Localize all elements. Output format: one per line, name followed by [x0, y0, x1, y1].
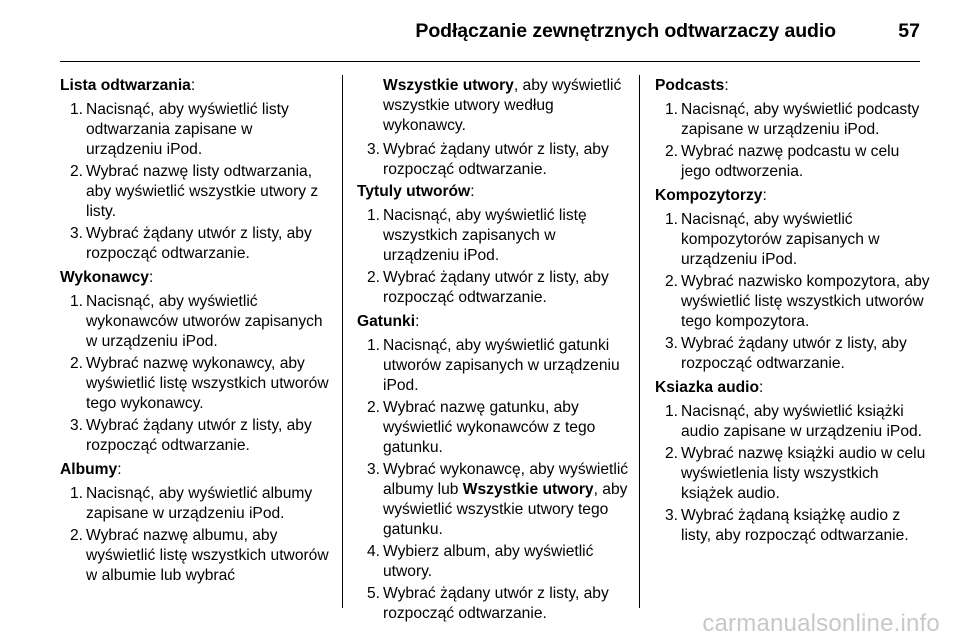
column-right — [655, 76, 930, 548]
step-text: Wybrać nazwę albumu, aby wyświetlić listę wszystkich utworów w albumie lub wybrać — [86, 527, 329, 584]
step-text: Nacisnąć, aby wyświetlić albumy zapisane w urządzeniu iPod. — [86, 485, 313, 522]
step-text: Wybrać żądany utwór z listy, aby rozpocząć odtwarzanie. — [86, 417, 312, 454]
body-text: , aby wyświetlić wszystkie utwory według wykonawcy. — [383, 77, 622, 134]
step-number: 2. — [665, 273, 679, 290]
step-number: 3. — [665, 335, 679, 352]
step-number: 3. — [367, 141, 381, 158]
step-number: 1. — [665, 211, 679, 228]
list-item — [60, 162, 330, 222]
list-item — [655, 142, 930, 182]
section-heading — [357, 182, 629, 202]
list-item — [655, 210, 930, 270]
step-number: 2. — [367, 399, 381, 416]
section-heading — [655, 186, 930, 206]
list-item — [655, 444, 930, 504]
heading-colon: : — [190, 77, 196, 94]
list-item — [357, 206, 629, 266]
section-heading-text: Wykonawcy — [60, 269, 149, 286]
step-number: 1. — [70, 485, 84, 502]
step-number: 1. — [70, 293, 84, 310]
heading-colon: : — [759, 379, 764, 396]
section-heading-text: Podcasts — [655, 77, 725, 94]
step-text: Nacisnąć, aby wyświetlić kompozytorów zapisanych w urządzeniu iPod. — [681, 211, 880, 268]
list-item — [655, 506, 930, 546]
list-item — [60, 354, 330, 414]
heading-colon: : — [762, 187, 767, 204]
list-item — [60, 100, 330, 160]
list-item — [655, 402, 930, 442]
step-list — [60, 484, 330, 586]
heading-colon: : — [724, 77, 729, 94]
list-item — [60, 292, 330, 352]
step-number: 1. — [367, 337, 381, 354]
step-text: Wybrać nazwę wykonawcy, aby wyświetlić listę wszystkich utworów tego wykonawcy. — [86, 355, 329, 412]
column-divider — [639, 75, 640, 608]
step-number: 2. — [70, 527, 84, 544]
step-list — [357, 140, 629, 180]
step-text: , aby wyświetlić wszystkie utwory tego gatunku. — [383, 481, 628, 538]
step-text: Wybrać nazwę listy odtwarzania, aby wyświetlić wszystkie utwory z listy. — [86, 163, 319, 220]
step-number: 3. — [665, 507, 679, 524]
step-number: 2. — [665, 445, 679, 462]
section-heading — [357, 312, 629, 332]
step-text: Wybrać żądany utwór z listy, aby rozpocząć odtwarzanie. — [383, 585, 609, 622]
section-heading-text: Ksiazka audio — [655, 379, 759, 396]
step-text: Wybrać nazwę podcastu w celu jego odtworzenia. — [681, 143, 900, 180]
step-list — [655, 402, 930, 546]
column-divider — [342, 75, 343, 608]
list-item — [357, 336, 629, 396]
albums-continuation — [357, 76, 629, 136]
watermark: carmanualsonline.info — [702, 610, 940, 637]
section-titles — [357, 182, 629, 308]
section-albums — [60, 460, 330, 586]
step-number: 3. — [70, 225, 84, 242]
step-text: Wybrać nazwę książki audio w celu wyświetlenia listy wszystkich książek audio. — [681, 445, 926, 502]
list-item — [60, 224, 330, 264]
step-list — [60, 100, 330, 264]
step-text: Nacisnąć, aby wyświetlić podcasty zapisane w urządzeniu iPod. — [681, 101, 920, 138]
step-list — [655, 210, 930, 374]
step-number: 5. — [367, 585, 381, 602]
section-heading-text: Tytuly utworów — [357, 183, 471, 200]
list-item — [357, 584, 629, 624]
section-heading — [655, 378, 930, 398]
heading-colon: : — [148, 269, 154, 286]
step-text: Wybrać żądany utwór z listy, aby rozpocząć odtwarzanie. — [86, 225, 312, 262]
section-audiobooks — [655, 378, 930, 546]
step-number: 3. — [367, 461, 381, 478]
page-header — [60, 0, 920, 62]
step-list — [655, 100, 930, 182]
step-number: 1. — [665, 101, 679, 118]
section-heading-text: Gatunki — [357, 313, 416, 330]
list-item — [655, 100, 930, 140]
list-item — [60, 416, 330, 456]
section-heading — [60, 76, 330, 96]
section-genres — [357, 312, 629, 624]
step-text: Wybierz album, aby wyświetlić utwory. — [383, 543, 594, 580]
page-number: 57 — [898, 20, 920, 42]
step-text: Wybrać żądaną książkę audio z listy, aby rozpocząć odtwarzanie. — [681, 507, 909, 544]
step-number: 2. — [70, 355, 84, 372]
list-item — [655, 272, 930, 332]
step-list — [60, 292, 330, 456]
section-playlist — [60, 76, 330, 264]
step-number: 4. — [367, 543, 381, 560]
step-list — [357, 336, 629, 624]
list-item — [357, 268, 629, 308]
step-text: Wybrać żądany utwór z listy, aby rozpocząć odtwarzanie. — [383, 269, 609, 306]
step-text: Nacisnąć, aby wyświetlić listę wszystkich zapisanych w urządzeniu iPod. — [383, 207, 587, 264]
step-text: Wybrać wykonawcę, aby wyświetlić albumy lub — [383, 461, 629, 498]
step-text: Wybrać nazwisko kompozytora, aby wyświetlić listę wszystkich utworów tego kompozytora. — [681, 273, 930, 330]
step-number: 3. — [70, 417, 84, 434]
step-number: 2. — [367, 269, 381, 286]
step-text: Wybrać żądany utwór z listy, aby rozpocząć odtwarzanie. — [681, 335, 907, 372]
list-item — [655, 334, 930, 374]
section-artists — [60, 268, 330, 456]
list-item — [60, 484, 330, 524]
section-heading-text: Kompozytorzy — [655, 187, 763, 204]
step-text: Nacisnąć, aby wyświetlić listy odtwarzania zapisane w urządzeniu iPod. — [86, 101, 289, 158]
heading-colon: : — [470, 183, 475, 200]
step-number: 1. — [70, 101, 84, 118]
section-podcasts — [655, 76, 930, 182]
section-heading — [60, 460, 330, 480]
step-number: 2. — [665, 143, 679, 160]
step-text: Nacisnąć, aby wyświetlić gatunki utworów zapisanych w urządzeniu iPod. — [383, 337, 620, 394]
section-heading — [60, 268, 330, 288]
step-text: Nacisnąć, aby wyświetlić wykonawców utworów zapisanych w urządzeniu iPod. — [86, 293, 323, 350]
emphasis-text: Wszystkie utwory — [383, 77, 514, 94]
emphasis-text: Wszystkie utwory — [462, 481, 594, 498]
step-text: Wybrać nazwę gatunku, aby wyświetlić wykonawców z tego gatunku. — [383, 399, 596, 456]
step-text: Nacisnąć, aby wyświetlić książki audio zapisane w urządzeniu iPod. — [681, 403, 922, 440]
list-item — [357, 460, 629, 540]
column-middle — [357, 76, 629, 626]
list-item — [357, 140, 629, 180]
list-item — [60, 526, 330, 586]
step-number: 2. — [70, 163, 84, 180]
column-left — [60, 76, 330, 588]
section-heading — [655, 76, 930, 96]
page-title: Podłączanie zewnętrznych odtwarzaczy audio — [415, 20, 836, 42]
step-text: Wybrać żądany utwór z listy, aby rozpocząć odtwarzanie. — [383, 141, 609, 178]
section-heading-text: Lista odtwarzania — [60, 77, 191, 94]
list-item — [357, 542, 629, 582]
step-number: 1. — [367, 207, 381, 224]
list-item — [357, 398, 629, 458]
step-list — [357, 206, 629, 308]
step-number: 1. — [665, 403, 679, 420]
section-composers — [655, 186, 930, 374]
heading-colon: : — [415, 313, 420, 330]
heading-colon: : — [117, 461, 122, 478]
section-heading-text: Albumy — [60, 461, 118, 478]
